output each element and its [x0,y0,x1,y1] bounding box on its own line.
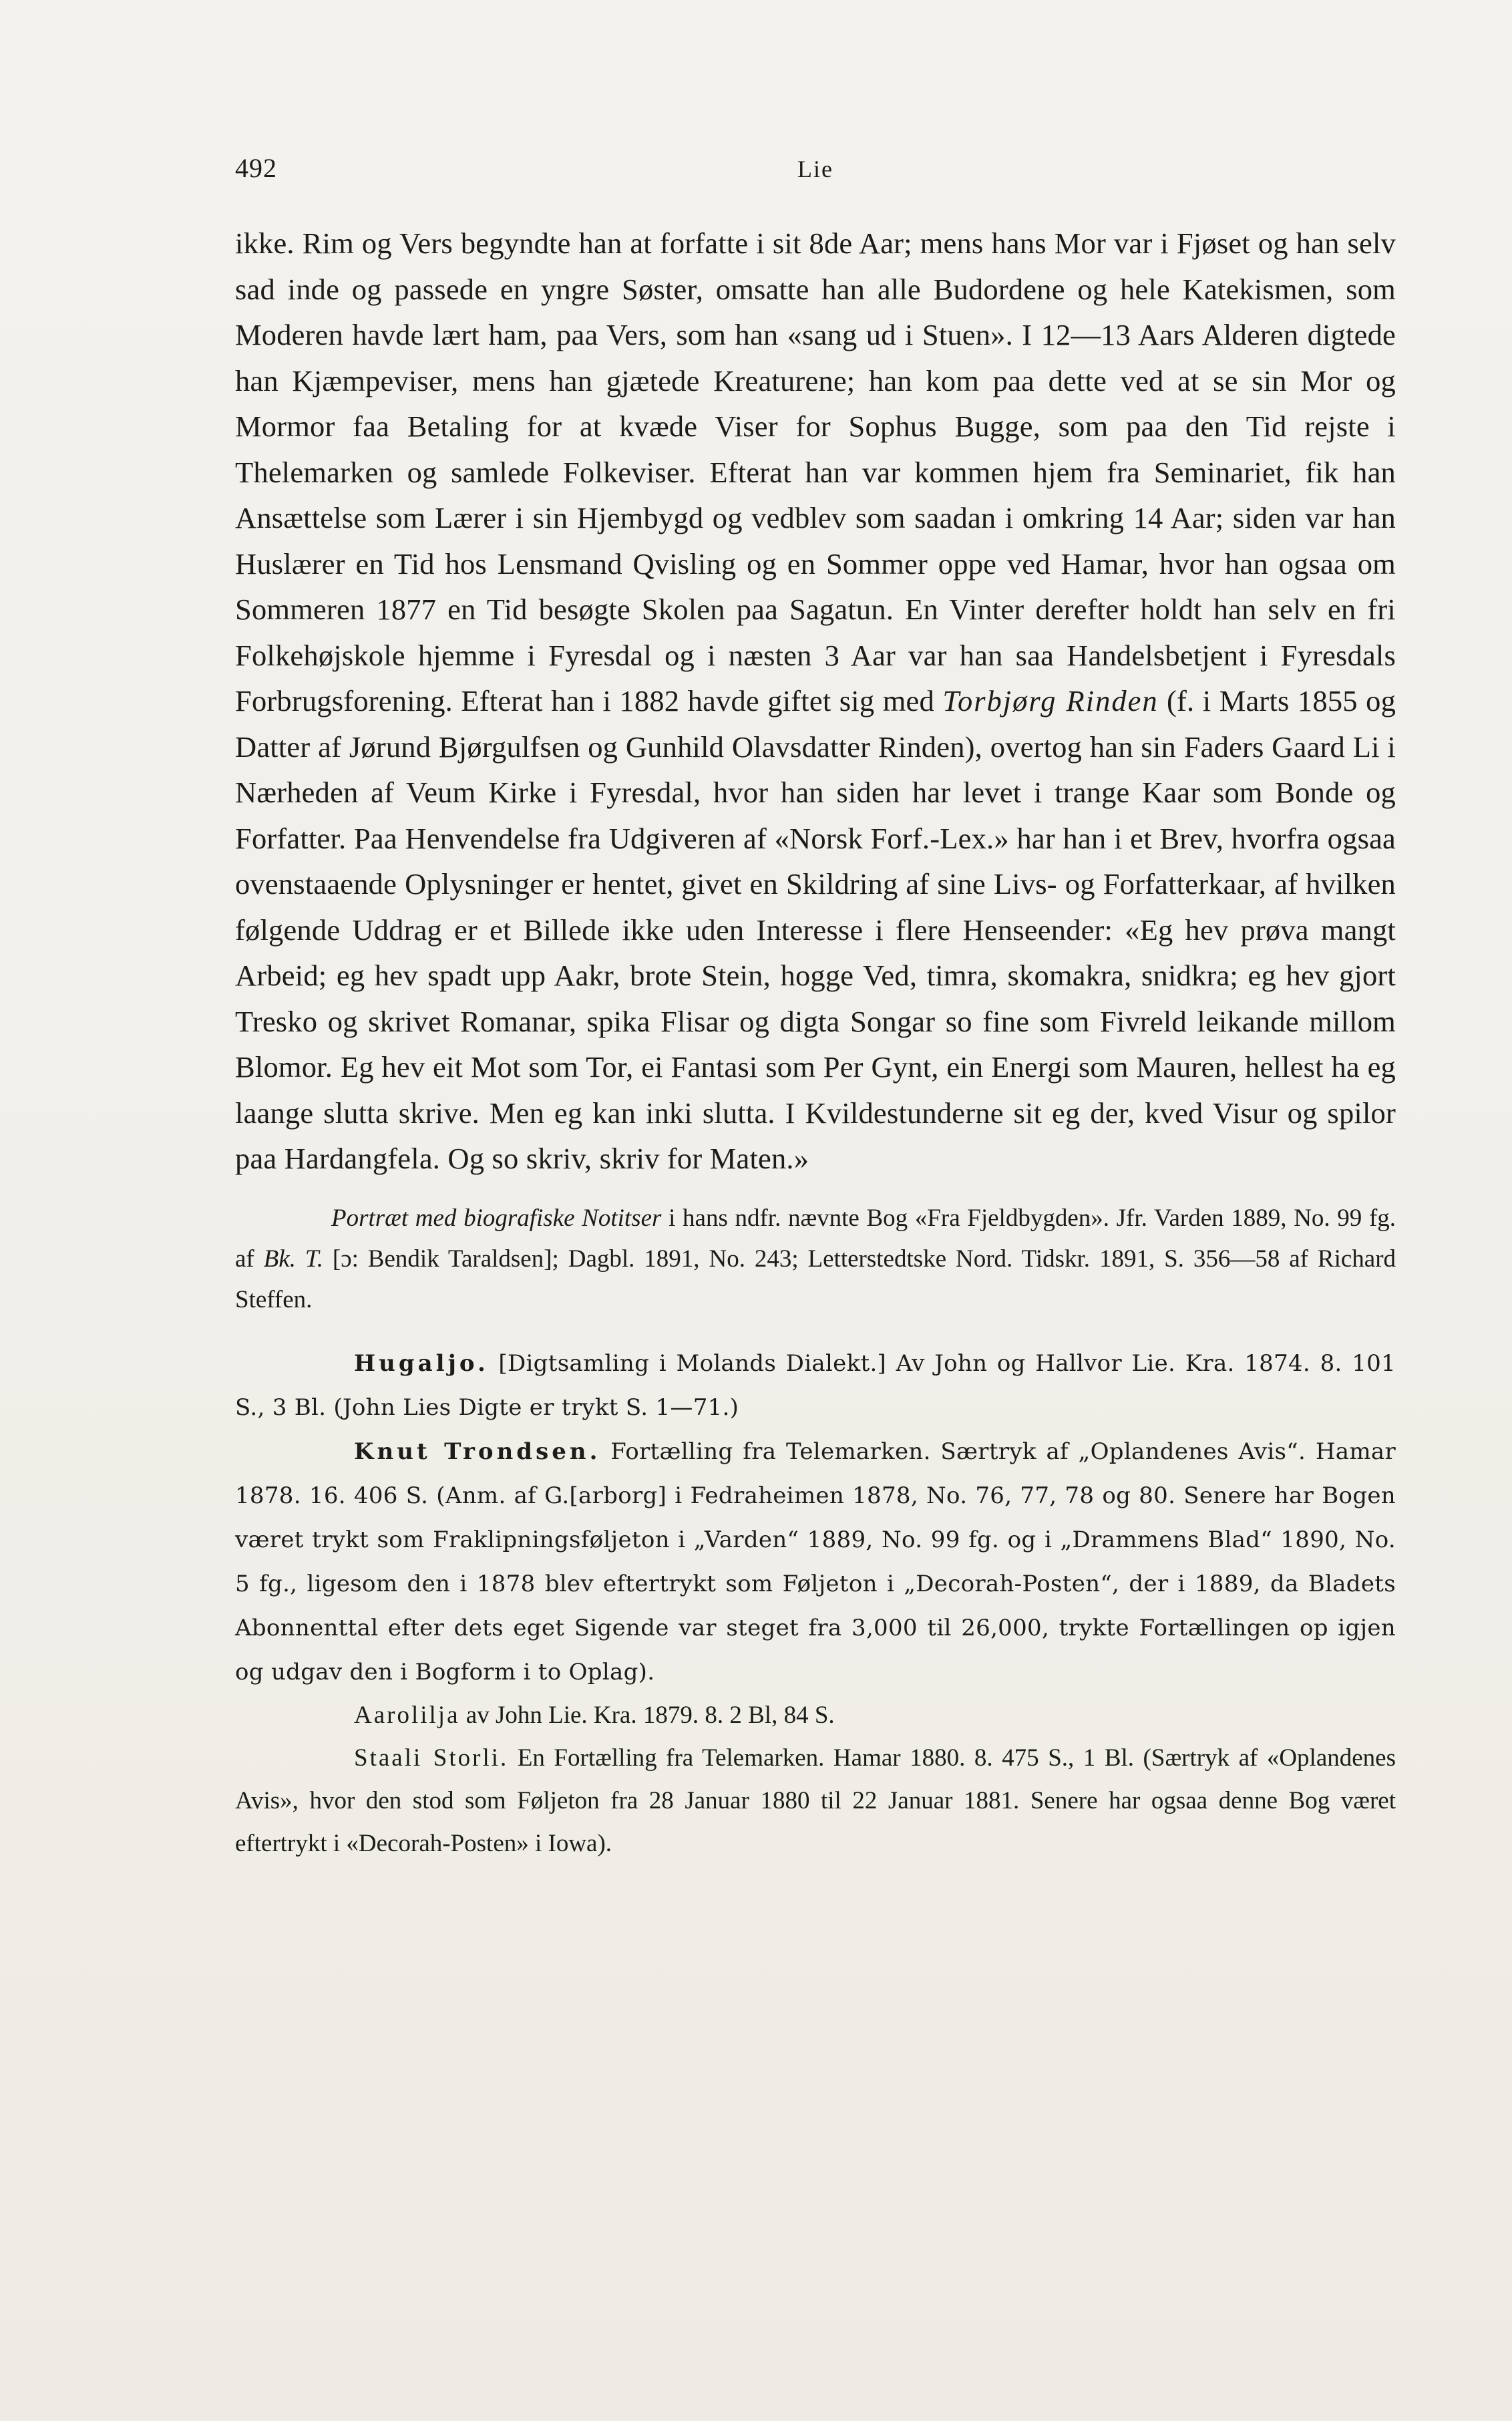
work-title: Staali Storli. [354,1744,509,1772]
work-title: Knut Trondsen. [354,1438,601,1465]
work-title: Hugaljo. [354,1349,489,1377]
running-head: Lie [797,156,833,182]
work-title: Aarolilja [354,1701,460,1729]
note-text-part-2: [ɔ: Bendik Taraldsen]; Dagbl. 1891, No. 243; Letterstedtske Nord. Tidskr. 1891, S. 356—58 af Richard Steffen. [235,1245,1396,1313]
page-header [235,152,1396,192]
page-body [235,220,1396,1865]
page-number: 492 [235,153,277,183]
biography-text-part-2: (f. i Marts 1855 og Datter af Jørund Bjørgulfsen og Gunhild Olavsdatter Rinden), overtog han sin Faders Gaard Li i Nærheden af Veum Kirke i Fyresdal, hvor han siden har levet i trange Kaar som Bonde og Forfatter. Paa Henvendelse fra Udgiveren af «Norsk Forf.-Lex.» har han i et Brev, hvorfra ogsaa ovenstaaende Oplysninger er hentet, givet en Skildring af sine Livs- og Forfatterkaar, af hvilken følgende Uddrag er et Billede ikke uden Interesse i flere Henseender: «Eg hev prøva mangt Arbeid; eg hev spadt upp Aakr, brote Stein, hogge Ved, timra, skomakra, snidkra; eg hev gjort Tresko og skrivet Romanar, spika Flisar og digta Songar so fine som Fivreld leikande millom Blomor. Eg hev eit Mot som Tor, ei Fantasi som Per Gynt, ein Energi som Mauren, hellest ha eg laange slutta skrive. Men eg kan inki slutta. I Kvildestunderne sit eg der, kved Visur og spilor paa Hardangfela. Og so skriv, skriv for Maten.» [235,684,1396,1175]
biography-text-part-1: ikke. Rim og Vers begyndte han at forfatte i sit 8de Aar; mens hans Mor var i Fjøset og han selv sad inde og passede en yngre Søster, omsatte han alle Budordene og hele Katekismen, som Moderen havde lært ham, paa Vers, som han «sang ud i Stuen». I 12—13 Aars Alderen digtede han Kjæmpeviser, mens han gjætede Kreaturene; han kom paa dette ved at se sin Mor og Mormor faa Betaling for at kvæde Viser for Sophus Bugge, som paa den Tid rejste i Thelemarken og samlede Folkeviser. Efterat han var kommen hjem fra Seminariet, fik han Ansættelse som Lærer i sin Hjembygd og vedblev som saadan i omkring 14 Aar; siden var han Huslærer en Tid hos Lensmand Qvisling og en Sommer oppe ved Hamar, hvor han ogsaa om Sommeren 1877 en Tid besøgte Skolen paa Sagatun. En Vinter derefter holdt han selv en fri Folkehøjskole hjemme i Fyresdal og i næsten 3 Aar var han saa Handelsbetjent i Fyresdals Forbrugsforening. Efterat han i 1882 havde giftet sig med [235,226,1396,717]
work-entry-hugaljo [235,1341,1396,1430]
work-description: En Fortælling fra Telemarken. Hamar 1880. 8. 475 S., 1 Bl. (Særtryk af «Oplandenes Avis», hvor den stod som Føljeton fra 28 Januar 1880 til 22 Januar 1881. Senere har ogsaa denne Bog været eftertrykt i «Decorah-Posten» i Iowa). [235,1744,1396,1857]
work-description: av John Lie. Kra. 1879. 8. 2 Bl, 84 S. [465,1701,835,1729]
note-text-part-1: i hans ndfr. nævnte Bog «Fra Fjeldbygden». Jfr. Varden 1889, No. 99 fg. af [235,1204,1396,1273]
works-list [235,1341,1396,1865]
work-entry-staali-storli [235,1737,1396,1865]
biography-paragraph [235,220,1396,1182]
wife-name: Torbjørg Rinden [942,684,1159,717]
work-description: Fortælling fra Telemarken. Særtryk af „Oplandenes Avis“. Hamar 1878. 16. 406 S. (Anm. af G.[arborg] i Fedraheimen 1878, No. 76, 77, 78 og 80. Senere har Bogen været trykt som Fraklipningsføljeton i „Varden“ 1889, No. 99 fg. og i „Drammens Blad“ 1890, No. 5 fg., ligesom den i 1878 blev eftertrykt som Føljeton i „Decorah-Posten“, der i 1889, da Bladets Abonnenttal efter dets eget Sigende var steget fra 3,000 til 26,000, trykte Fortællingen op igjen og udgav den i Bogform i to Oplag). [235,1438,1396,1685]
work-description: [Digtsamling i Molands Dialekt.] Av John og Hallvor Lie. Kra. 1874. 8. 101 S., 3 Bl. (John Lies Digte er trykt S. 1—71.) [235,1349,1396,1421]
sources-note [235,1198,1396,1320]
work-entry-knut-trondsen [235,1430,1396,1694]
note-bk-abbreviation: Bk. T. [263,1245,323,1273]
work-entry-aarolilja [235,1694,1396,1737]
note-lead: Portræt med biografiske Notitser [331,1204,662,1232]
